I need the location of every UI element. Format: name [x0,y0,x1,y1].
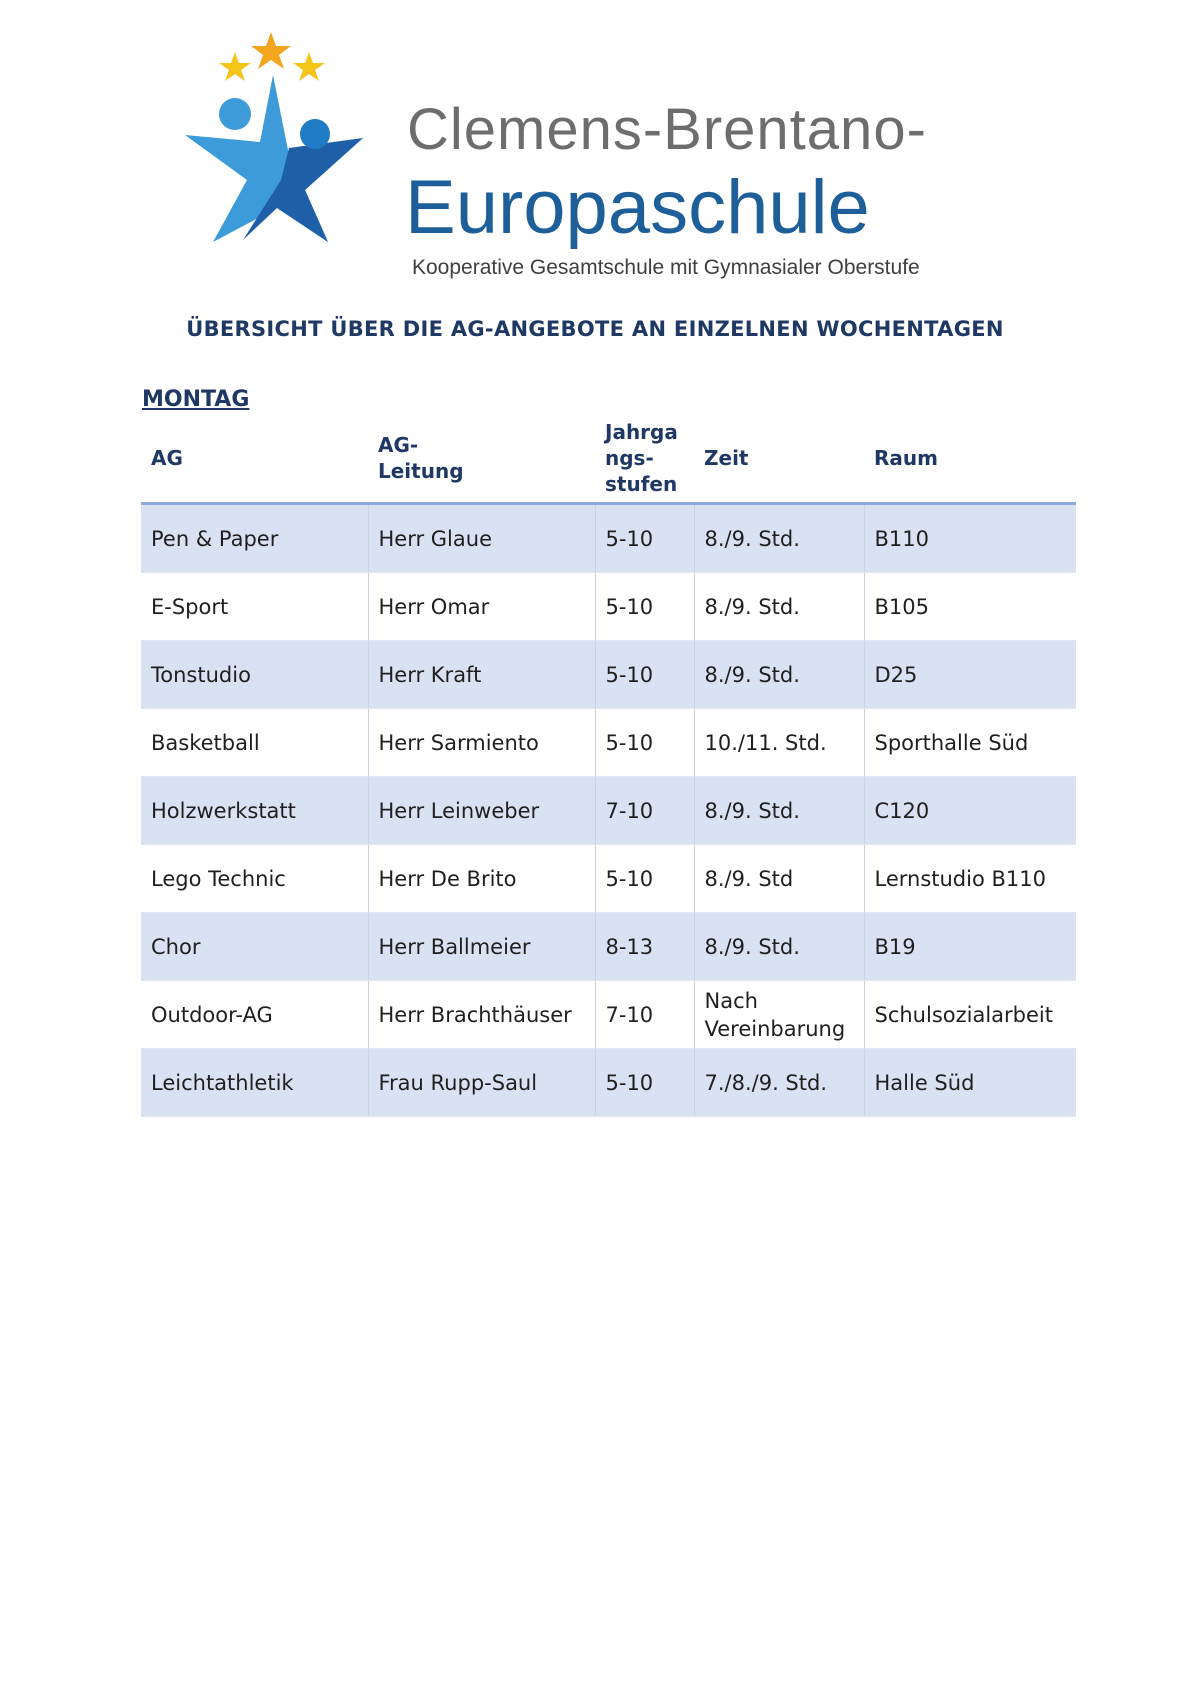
cell-stufen: 5-10 [595,641,694,709]
cell-ag: Chor [141,913,368,981]
table-row [141,573,1076,641]
cell-raum: B19 [864,913,1076,981]
day-heading: MONTAG [142,387,250,412]
cell-stufen: 5-10 [595,504,694,573]
cell-leitung: Herr Kraft [368,641,595,709]
cell-zeit: 8./9. Std [694,845,864,913]
cell-zeit: 8./9. Std. [694,573,864,641]
table-row [141,845,1076,913]
cell-stufen: 5-10 [595,709,694,777]
cell-zeit: 8./9. Std. [694,641,864,709]
cell-stufen: 8-13 [595,913,694,981]
cell-leitung: Herr Leinweber [368,777,595,845]
cell-raum: Sporthalle Süd [864,709,1076,777]
logo-name-line2: Europaschule [405,165,870,250]
cell-leitung: Frau Rupp-Saul [368,1049,595,1117]
logo-star-small-left-icon [219,52,251,81]
cell-ag: E-Sport [141,573,368,641]
cell-raum: D25 [864,641,1076,709]
cell-leitung: Herr Ballmeier [368,913,595,981]
cell-zeit: 7./8./9. Std. [694,1049,864,1117]
cell-stufen: 5-10 [595,845,694,913]
cell-leitung: Herr De Brito [368,845,595,913]
table-header-row [141,414,1076,504]
cell-raum: Halle Süd [864,1049,1076,1117]
cell-raum: Lernstudio B110 [864,845,1076,913]
cell-raum: B110 [864,504,1076,573]
school-logo-star-icon [185,30,395,270]
cell-stufen: 5-10 [595,573,694,641]
header-zeit: Zeit [694,414,864,504]
cell-zeit: 8./9. Std. [694,777,864,845]
cell-stufen: 5-10 [595,1049,694,1117]
cell-stufen: 7-10 [595,777,694,845]
logo-star-top-icon [251,32,291,69]
cell-raum: C120 [864,777,1076,845]
cell-zeit: 10./11. Std. [694,709,864,777]
header-jahrgangsstufen: Jahrga ngs- stufen [595,414,694,504]
header-leitung: AG- Leitung [368,414,595,504]
ag-table [141,414,1076,1117]
header-ag: AG [141,414,368,504]
logo-head-left-icon [219,98,251,130]
cell-stufen: 7-10 [595,981,694,1049]
cell-raum: Schulsozialarbeit [864,981,1076,1049]
cell-ag: Outdoor-AG [141,981,368,1049]
logo-head-right-icon [300,119,330,149]
cell-ag: Leichtathletik [141,1049,368,1117]
cell-leitung: Herr Brachthäuser [368,981,595,1049]
cell-zeit: 8./9. Std. [694,913,864,981]
school-logo [185,30,965,279]
cell-ag: Tonstudio [141,641,368,709]
cell-leitung: Herr Glaue [368,504,595,573]
table-row [141,913,1076,981]
cell-leitung: Herr Omar [368,573,595,641]
cell-zeit: 8./9. Std. [694,504,864,573]
table-row [141,641,1076,709]
cell-ag: Holzwerkstatt [141,777,368,845]
table-row [141,981,1076,1049]
header-raum: Raum [864,414,1076,504]
table-row [141,504,1076,573]
cell-ag: Lego Technic [141,845,368,913]
table-row [141,709,1076,777]
cell-raum: B105 [864,573,1076,641]
page-title: ÜBERSICHT ÜBER DIE AG-ANGEBOTE AN EINZELNEN WOCHENTAGEN [186,317,1004,341]
logo-name-line1: Clemens-Brentano- [407,97,927,162]
table-row [141,1049,1076,1117]
logo-star-small-right-icon [293,52,325,81]
cell-ag: Basketball [141,709,368,777]
cell-zeit: Nach Vereinbarung [694,981,864,1049]
table-row [141,777,1076,845]
logo-tagline: Kooperative Gesamtschule mit Gymnasialer Oberstufe [412,256,920,279]
cell-leitung: Herr Sarmiento [368,709,595,777]
cell-ag: Pen & Paper [141,504,368,573]
